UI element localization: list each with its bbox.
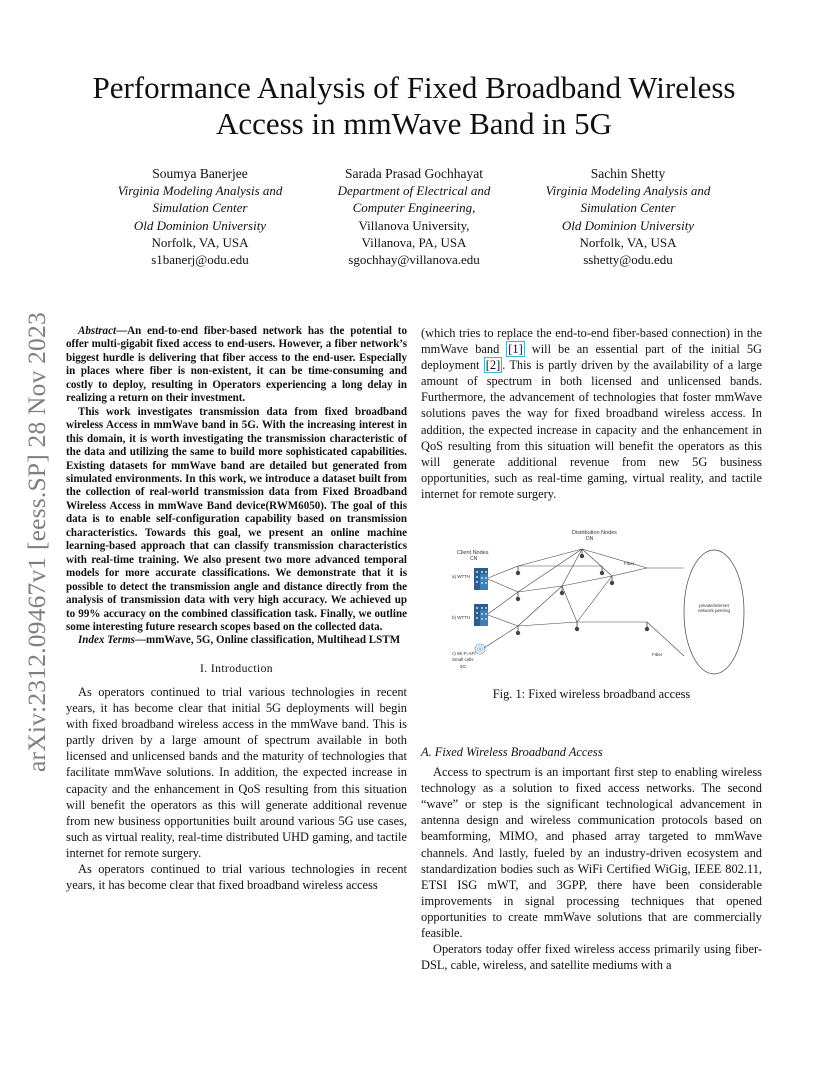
author-affiliation: Virginia Modeling Analysis and bbox=[117, 183, 283, 199]
author-name: Soumya Banerjee bbox=[152, 166, 248, 181]
cn-label: CN bbox=[470, 556, 478, 562]
index-terms-lead: Index Terms bbox=[78, 634, 135, 647]
antenna-icon bbox=[610, 576, 614, 585]
intro-continuation bbox=[421, 325, 762, 502]
abstract bbox=[66, 325, 407, 648]
author-affiliation: Computer Engineering, bbox=[352, 200, 476, 216]
author-location: Norfolk, VA, USA bbox=[151, 234, 249, 250]
abstract-paragraph-1 bbox=[66, 325, 407, 406]
right-column-bottom bbox=[421, 744, 762, 973]
cloud-label-1: private/internet bbox=[699, 603, 729, 608]
client-a-label: a) WTTH bbox=[452, 574, 471, 579]
client-c-label-3: 5G bbox=[460, 664, 467, 669]
subsection-heading-a: A. Fixed Wireless Broadband Access bbox=[421, 745, 603, 759]
client-c-label-2: Small cells bbox=[452, 657, 474, 662]
author-affiliation: Old Dominion University bbox=[133, 217, 267, 233]
title-line-1: Performance Analysis of Fixed Broadband Wireless bbox=[92, 70, 736, 105]
author-location: Villanova, PA, USA bbox=[361, 234, 467, 250]
antenna-icon bbox=[575, 622, 579, 631]
distribution-nodes-label: Distribution Nodes bbox=[572, 530, 617, 536]
left-column bbox=[66, 325, 407, 893]
wifi-access-point-icon bbox=[475, 644, 485, 654]
intro-paragraph-2: As operators continued to trial various technologies in recent years, it has become clear that fixed broadband wireless access bbox=[66, 862, 407, 893]
network-diagram-figure bbox=[452, 526, 747, 676]
client-b-label: b) WTTH bbox=[452, 615, 471, 620]
author-email[interactable]: sshetty@odu.edu bbox=[583, 252, 673, 268]
intro-continuation-text: . This is partly driven by the availability of a large amount of spectrum in both licensed and unlicensed bands. Furthermore, the advancement of technologies that foster mmWave solutions paves the way for fixed broadband wireless access. In addition, the expected increase in capacity and the enhancement in QoS resulting from this situation will benefit the operators as this will generate additional revenue from new 5G business opportunities, such as real-time gaming, virtual reality, and tactile internet for remote surgery. bbox=[421, 358, 762, 501]
author-affiliation: Old Dominion University bbox=[561, 217, 695, 233]
network-links bbox=[484, 549, 684, 656]
antenna-icon bbox=[516, 626, 520, 635]
author-affiliation: Department of Electrical and bbox=[337, 183, 491, 199]
reference-link-1[interactable]: [1] bbox=[508, 342, 523, 357]
cloud-label-2: network peering bbox=[697, 608, 731, 613]
author-affiliation: Villanova University, bbox=[358, 217, 470, 233]
index-terms-text: —mmWave, 5G, Online classification, Multihead LSTM bbox=[134, 634, 401, 647]
author-name: Sarada Prasad Gochhayat bbox=[345, 166, 483, 181]
abstract-text: —An end-to-end fiber-based network has the potential to offer multi-gigabit fixed access to end-users. However, a fiber network’s biggest hurdle is delivering that fiber access to the end-user. Especially in places where fiber is non-existent, it can be time-consuming and costly to deploy, resulting in Operators experiencing a long delay in realizing a return on their investment. bbox=[66, 325, 407, 405]
author-email[interactable]: s1banerj@odu.edu bbox=[151, 252, 249, 268]
reference-link-2[interactable]: [2] bbox=[485, 358, 501, 373]
author-block-2 bbox=[304, 165, 524, 268]
section-a-paragraph-1: Access to spectrum is an important first step to enabling wireless technology as a solution to fixed access networks. The second “wave” or step is the significant technological advancement in antenna design and wireless communication protocols based on beamforming, MIMO, and phased array targeted to mmWave channels. And lastly, fueled by an industry-driven ecosystem and standardization bodies such as WiFi Certified WiGig, IEEE 802.11, ETSI ISG mWT, and 3GPP, there have been considerable improvements in signal processing techniques that opened opportunities to create mmWave solutions that are commercially feasible. bbox=[421, 765, 762, 941]
fiber-label-2: Fiber bbox=[652, 652, 663, 657]
subsection-a-body bbox=[421, 764, 762, 973]
right-column-top bbox=[421, 325, 762, 502]
author-block-1 bbox=[90, 165, 310, 268]
author-location: Norfolk, VA, USA bbox=[579, 234, 677, 250]
title-line-2: Access in mmWave Band in 5G bbox=[215, 106, 613, 141]
intro-continuation-text: (which tries to replace the end-to-end fiber-based connection) in the mmWave band bbox=[421, 326, 762, 357]
arxiv-identifier: arXiv:2312.09467v1 [eess.SP] 28 Nov 2023 bbox=[22, 312, 51, 772]
section-a-paragraph-2: Operators today offer fixed wireless access primarily using fiber-DSL, cable, wireless, and satellite mediums with a bbox=[421, 942, 762, 973]
figure-caption: Fig. 1: Fixed wireless broadband access bbox=[492, 687, 691, 701]
paper-title bbox=[60, 70, 768, 142]
client-c-label: c) Wi-Fi AP/ bbox=[452, 651, 476, 656]
introduction-body bbox=[66, 684, 407, 893]
dn-label: DN bbox=[586, 536, 594, 542]
fiber-label-1: Fiber bbox=[624, 561, 635, 566]
author-email[interactable]: sgochhay@villanova.edu bbox=[348, 252, 480, 268]
intro-continuation-text: will be an essential part of the initial 5G deployment bbox=[421, 342, 763, 373]
author-name: Sachin Shetty bbox=[590, 166, 666, 181]
building-icon-b bbox=[474, 604, 488, 626]
abstract-lead: Abstract bbox=[78, 325, 117, 337]
author-affiliation: Simulation Center bbox=[580, 200, 676, 216]
author-affiliation: Simulation Center bbox=[152, 200, 248, 216]
abstract-paragraph-2: This work investigates transmission data from fixed broadband wireless Access in mmWave band in 5G. With the increasing interest in this domain, it is worth investigating the transmission characteristic of the data and utilizing the same to build more sophisticated capabilities. Existing datasets for mmWave band are detailed but generated from simulated environments. In this work, we introduce a dataset built from the collection of real-world transmission data from Fixed Broadband Wireless Access in mmWave Band device(RWM6050). The goal of this data is to enable self-configuration capability based on transmission characteristics. Towards this goal, we present an online machine learning-based approach that can classify transmission characteristics with real-time training. We also present two more advanced temporal models for more accurate classifications. We demonstrate that it is possible to detect the transmission angle and distance directly from the analysis of transmission data with very high accuracy. We achieved up to 99% accuracy on the combined classification task. Finally, we outline some interesting future research scopes based on the collected data. bbox=[66, 405, 407, 633]
author-block-3 bbox=[518, 165, 738, 268]
client-nodes-label: Client Nodes bbox=[457, 550, 489, 556]
antenna-icon bbox=[600, 566, 604, 575]
antenna-icon bbox=[516, 566, 520, 575]
building-icon-a bbox=[474, 568, 488, 590]
author-affiliation: Virginia Modeling Analysis and bbox=[545, 183, 711, 199]
intro-paragraph-1: As operators continued to trial various technologies in recent years, it has become clear that initial 5G deployments will begin with fixed broadband wireless access in the mmWave band. This is partly driven by a large amount of spectrum available in both licensed and unlicensed bands and the maturity of technologies that facilitate mmWave solutions. In addition, the expected increase in capacity and the enhancement in QoS resulting from this situation will benefit the operators as this will generate additional revenue from new business opportunities built around various 5G use cases, such as virtual reality, real-time distributed UHD gaming, and tactile internet for remote surgery. bbox=[66, 684, 407, 860]
section-heading-introduction: I. Introduction bbox=[200, 661, 273, 675]
index-terms bbox=[66, 634, 407, 647]
